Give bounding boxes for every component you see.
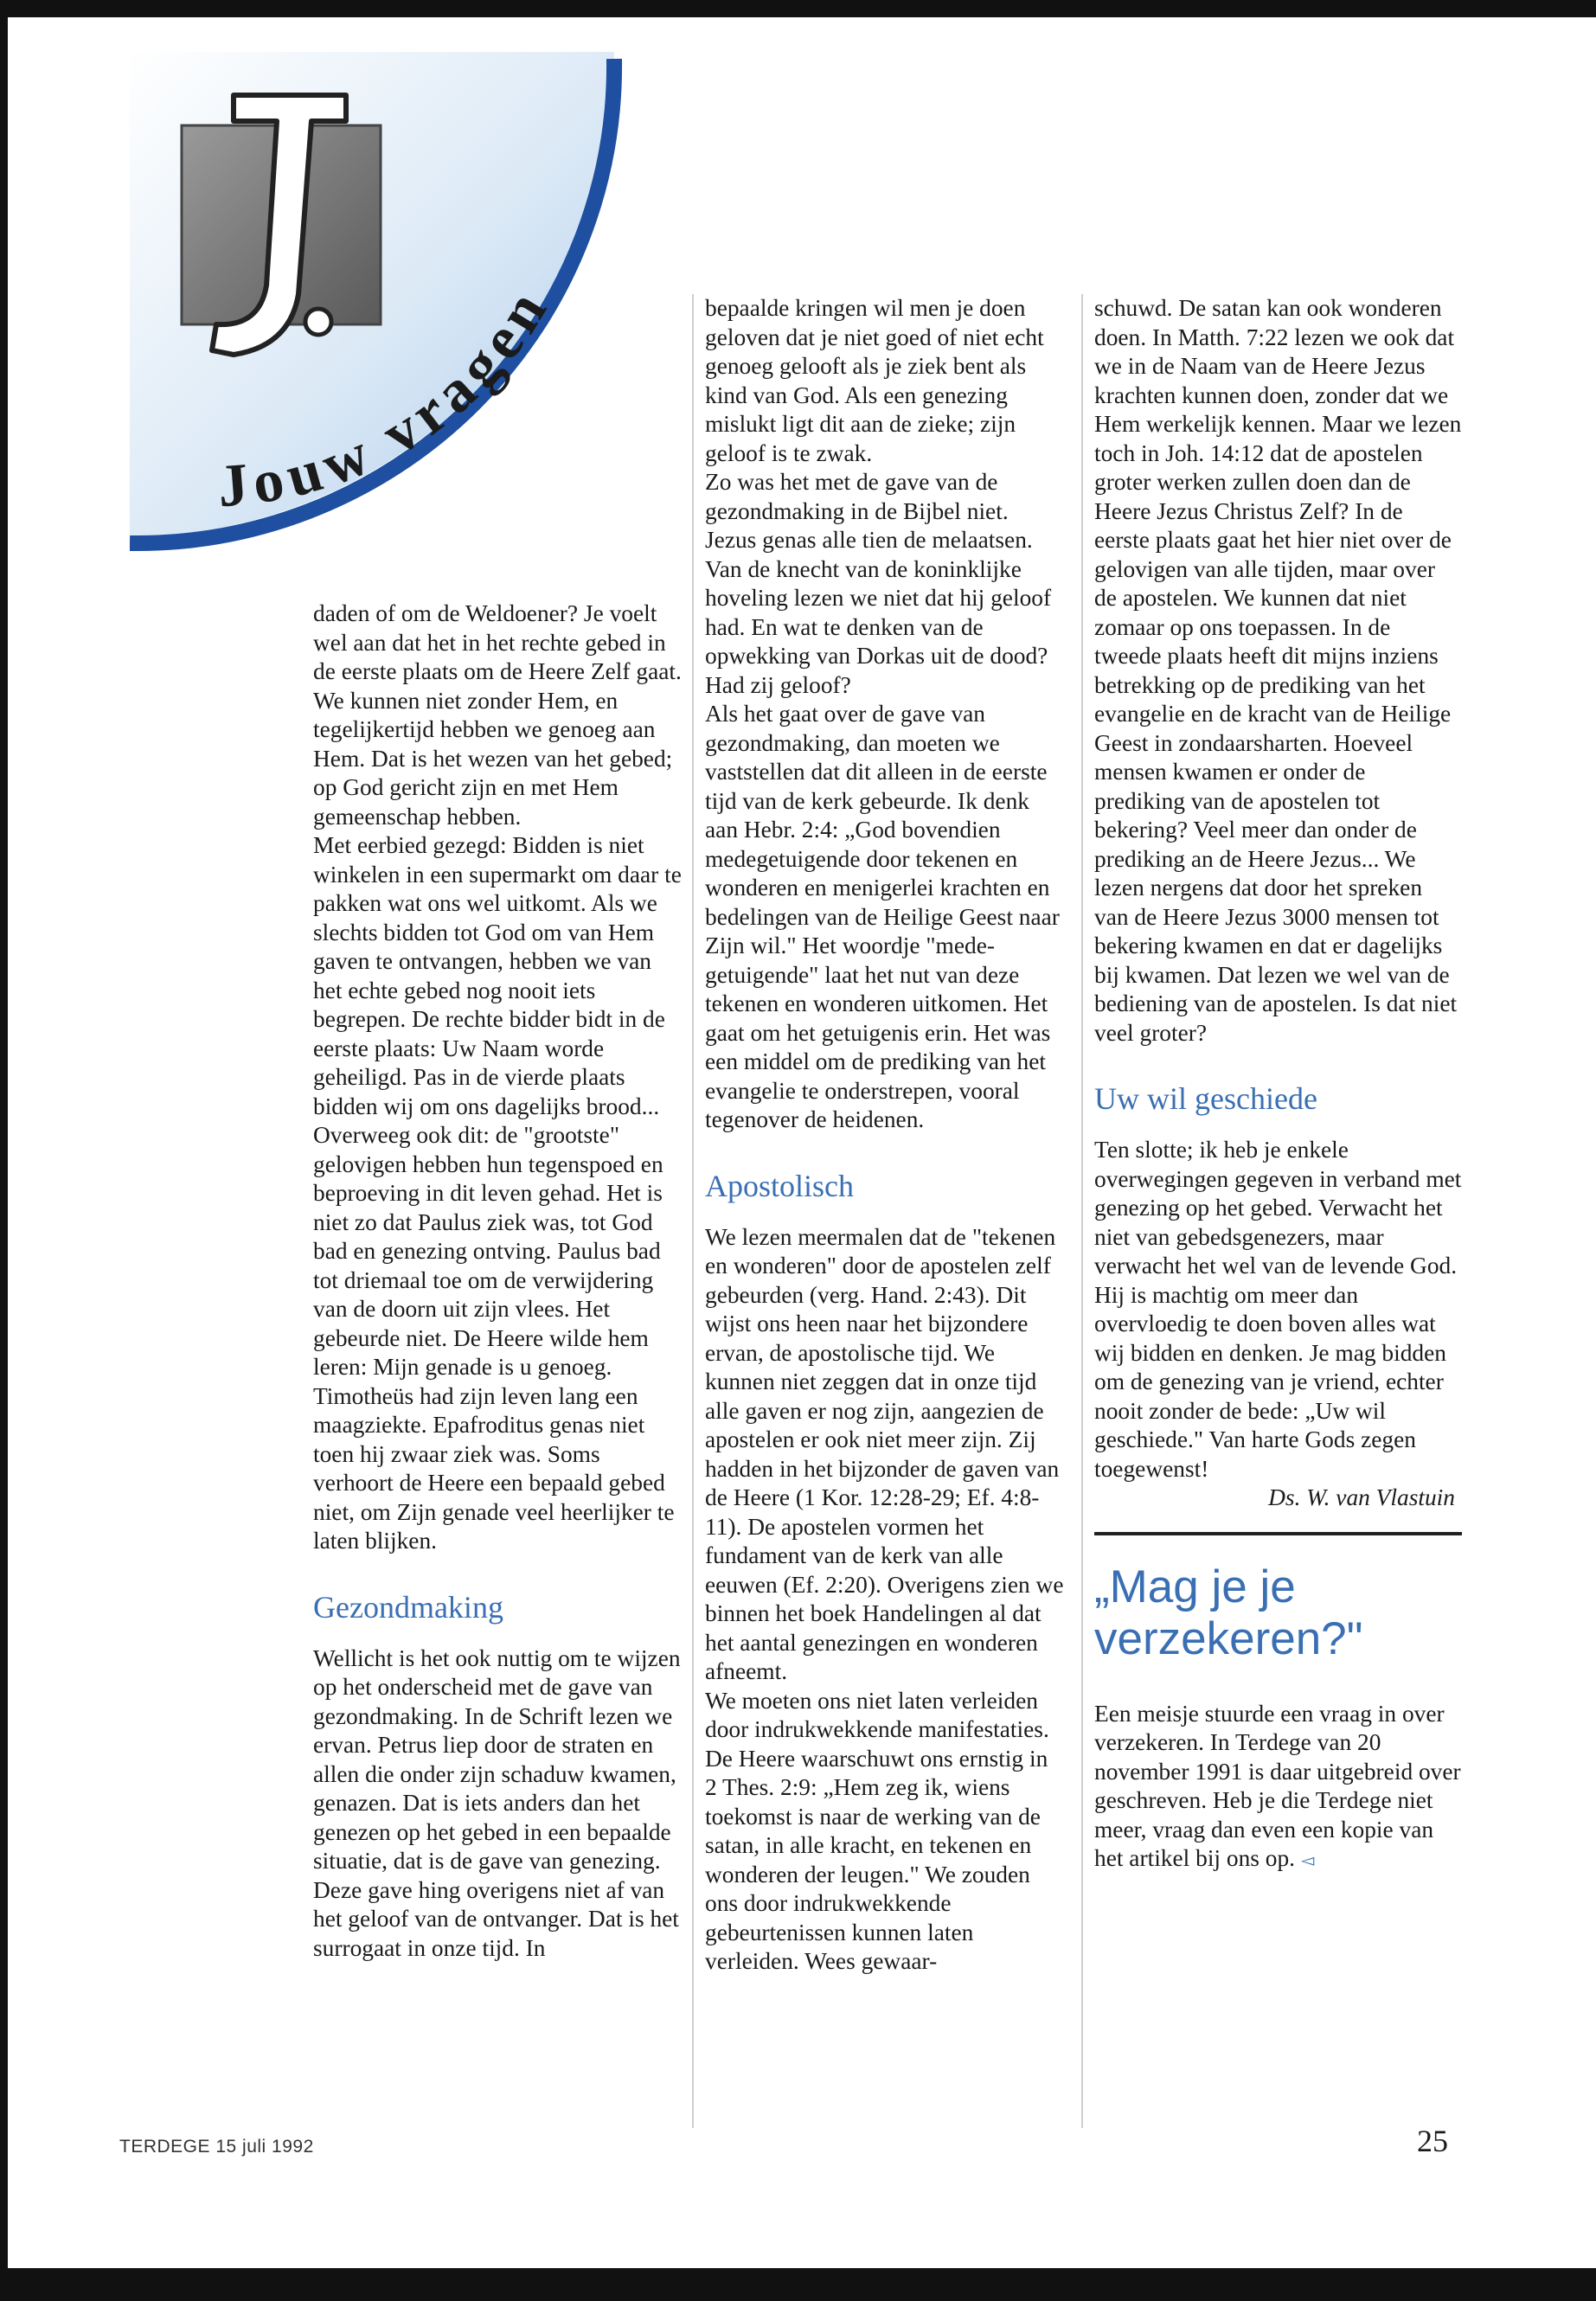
heading-gezondmaking: Gezondmaking — [313, 1589, 503, 1625]
header-title-text: Jouw vragen — [215, 274, 563, 521]
column-rule-2 — [1081, 294, 1083, 2128]
footer-publication: TERDEGE 15 juli 1992 — [119, 2137, 314, 2157]
column-2 — [705, 294, 1064, 1977]
scan-border-top — [0, 0, 1596, 17]
header-title-arc — [130, 52, 718, 562]
column-rule-1 — [692, 294, 694, 2128]
svg-text:Jouw vragen — [215, 274, 563, 520]
callout-divider — [1094, 1532, 1462, 1535]
col1-paragraph-2: Met eerbied gezegd: Bidden is niet winkelen in een supermarkt om daar te pakken wat ons wel uitkomt. Als we slechts bidden tot God om van Hem gaven te ontvangen, hebben we van het echte gebed nog nooit iets begrepen. De rechte bidder bidt in de eerste plaats: Uw Naam worde geheiligd. Pas in de vierde plaats bidden wij om ons dagelijks brood... — [313, 832, 682, 1119]
callout-body: Een meisje stuurde een vraag in over verzekeren. In Terdege van 20 november 1991 is daar uitgebreid over geschreven. Heb je die Terdege niet meer, vraag dan even een kopie van het artikel bij ons op. — [1094, 1700, 1461, 1871]
scan-border-bottom — [0, 2268, 1596, 2301]
col2-paragraph-3: Als het gaat over de gave van gezondmaking, dan moeten we vaststellen dat dit alleen in de eerste tijd van de kerk gebeurde. Ik denk aan Hebr. 2:4: „God bovendien medegetuigende door tekenen en wonderen en menigerlei krachten en bedelingen van de Heilige Geest naar Zijn wil." Het woordje "mede-getuigende" laat het nut van deze tekenen en wonderen uitkomen. Het gaat om het getuigenis erin. Het was een middel om de prediking van het evangelie te onderstrepen, vooral tegenover de heidenen. — [705, 701, 1060, 1132]
col1-paragraph-3: Overweeg ook dit: de "grootste" gelovigen hebben hun tegenspoed en beproeving in dit leven gehad. Het is niet zo dat Paulus ziek was, tot God bad en genezing ontving. Paulus bad tot driemaal toe om de verwijdering van de doorn uit zijn vlees. Het gebeurde niet. De Heere wilde hem leren: Mijn genade is u genoeg. Timotheüs had zijn leven lang een maagziekte. Epafroditus genas niet toen hij zwaar ziek was. Soms verhoort de Heere een bepaald gebed niet, om Zijn genade veel heerlijker te laten blijken. — [313, 1122, 675, 1554]
col2-paragraph-5: We moeten ons niet laten verleiden door indrukwekkende manifestaties. De Heere waarschuwt ons ernstig in 2 Thes. 2:9: „Hem zeg ik, wiens toekomst is naar de werking van de satan, in alle kracht, en tekenen en wonderen der leugen." We zouden ons door indrukwekkende gebeurtenissen kunnen laten verleiden. Wees gewaar- — [705, 1687, 1049, 1974]
col1-paragraph-4: Wellicht is het ook nuttig om te wijzen op het onderscheid met de gave van gezondmaking. In de Schrift lezen we ervan. Petrus liep door de straten en allen die onder zijn schaduw kwamen, genazen. Dat is iets anders dan het genezen op het gebed in een bepaalde situatie, dat is de gave van genezing. Deze gave hing overigens niet af van het geloof van de ontvanger. Dat is het surrogaat in onze tijd. In — [313, 1644, 681, 1961]
callout-heading: „Mag je je verzekeren?" — [1094, 1561, 1363, 1664]
col2-paragraph-2: Zo was het met de gave van de gezondmaking in de Bijbel niet. Jezus genas alle tien de melaatsen. Van de knecht van de koninklijke hoveling lezen we niet dat hij geloof had. En wat te denken van de opwekking van Dorkas uit de dood? Had zij geloof? — [705, 469, 1052, 698]
page-number: 25 — [1417, 2124, 1448, 2158]
column-1 — [313, 599, 682, 1963]
col3-paragraph-1: schuwd. De satan kan ook wonderen doen. In Matth. 7:22 lezen we ook dat we in de Naam van de Heere Jezus krachten kunnen doen, zonder dat we Hem werkelijk kennen. Maar we lezen toch in Joh. 14:12 dat de apostelen groter werken zullen doen dan de Heere Jezus Christus Zelf? In de eerste plaats gaat het hier niet over de gelovigen van alle tijden, maar over de apostelen. We kunnen dat niet zomaar op ons toepassen. In de tweede plaats heeft dit mijns inziens betrekking op de prediking van het evangelie en de kracht van de Heilige Geest in zondaarsharten. Hoeveel mensen kwamen er onder de prediking van de apostelen tot bekering? Veel meer dan onder de prediking an de Heere Jezus... We lezen nergens dat door het spreken van de Heere Jezus 3000 mensen tot bekering kwamen en dat er dagelijks bij kwamen. Dat lezen we wel van de bediening van de apostelen. Is dat niet veel groter? — [1094, 295, 1462, 1046]
callout-text — [1094, 1700, 1462, 1876]
heading-apostolisch: Apostolisch — [705, 1168, 855, 1203]
col2-paragraph-4: We lezen meermalen dat de "tekenen en wonderen" door de apostelen zelf gebeurden (verg. Hand. 2:43). Dit wijst ons heen naar het bijzondere ervan, de apostolische tijd. We kunnen niet zeggen dat in onze tijd alle gaven er nog zijn, aangezien de apostelen er ook niet meer zijn. Zij hadden in het bijzonder de gaven van de Heere (1 Kor. 12:28-29; Ef. 4:8-11). De apostelen vormen het fundament van de kerk van alle eeuwen (Ef. 2:20). Overigens zien we binnen het boek Handelingen al dat het aantal genezingen en wonderen afneemt. — [705, 1223, 1064, 1684]
col1-paragraph-1: daden of om de Weldoener? Je voelt wel aan dat het in het rechte gebed in de eerste plaats om de Heere Zelf gaat. We kunnen niet zonder Hem, en tegelijkertijd hebben we genoeg aan Hem. Dat is het wezen van het gebed; op God gericht zijn en met Hem gemeenschap hebben. — [313, 600, 682, 830]
column-3 — [1094, 294, 1462, 1876]
col2-paragraph-1: bepaalde kringen wil men je doen geloven dat je niet goed of niet echt genoeg gelooft als je ziek bent als kind van God. Als een genezing mislukt ligt dit aan de zieke; zijn geloof is te zwak. — [705, 295, 1044, 466]
heading-uw-wil-geschiede: Uw wil geschiede — [1094, 1081, 1317, 1116]
scan-border-left — [0, 0, 8, 2301]
author-signature: Ds. W. van Vlastuin — [1268, 1484, 1455, 1510]
end-mark-icon: ◅ — [1300, 1851, 1315, 1870]
col3-paragraph-2: Ten slotte; ik heb je enkele overwegingen gegeven in verband met genezing op het gebed. Verwacht het niet van gebedsgenezers, maar verwacht het wel van de levende God. Hij is machtig om meer dan overvloedig te doen boven alles wat wij bidden en denken. Je mag bidden om de genezing van je vriend, echter nooit zonder de bede: „Uw wil geschiede." Van harte Gods zegen toegewenst! — [1094, 1137, 1462, 1482]
